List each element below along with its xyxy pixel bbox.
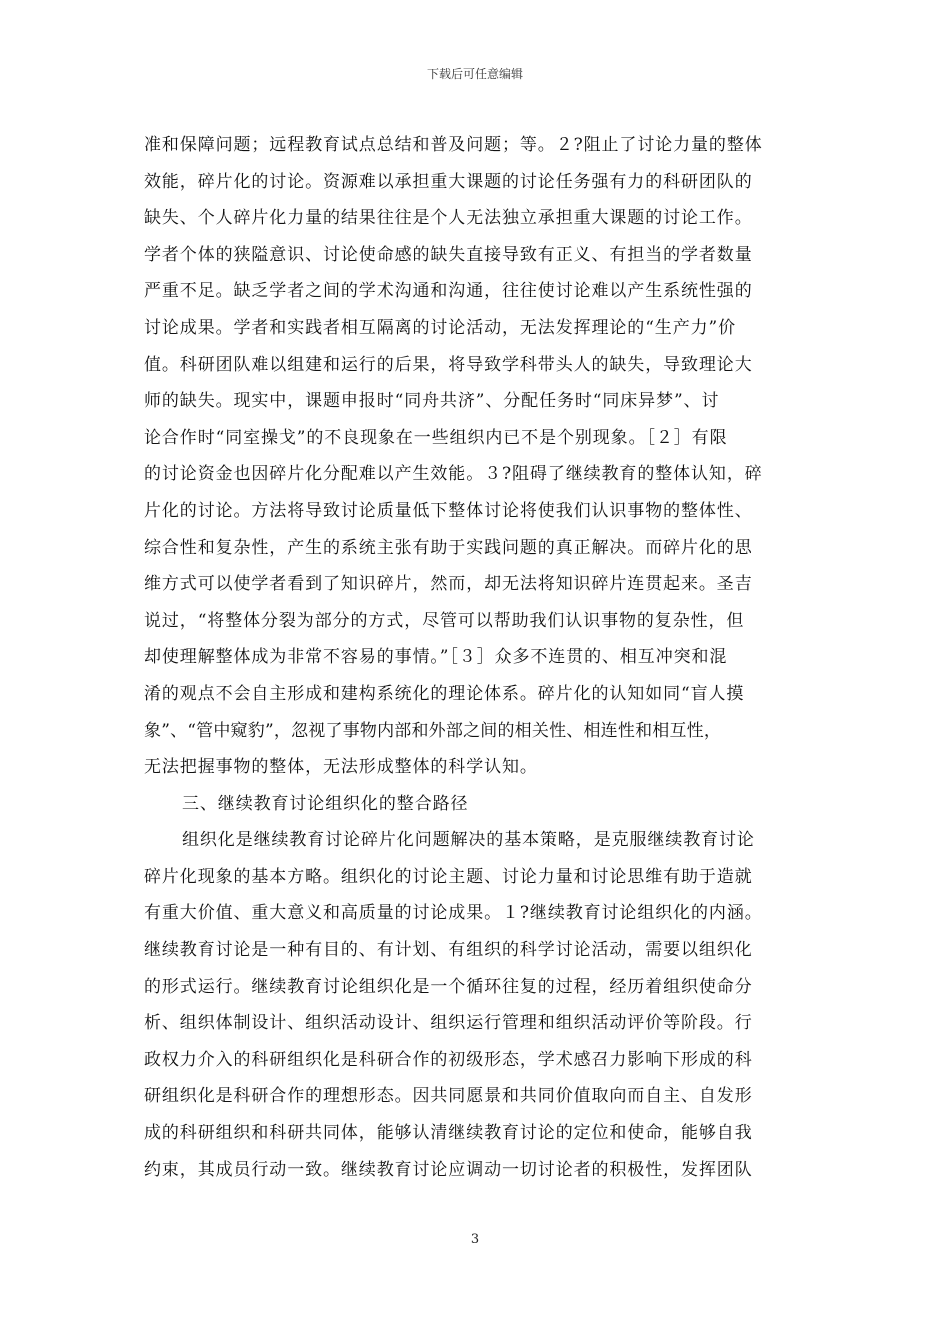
text-line: 象”、“管中窥豹”，忽视了事物内部和外部之间的相关性、相连性和相互性， [144,720,722,741]
text-line: 的讨论资金也因碎片化分配难以产生效能。３?阻碍了继续教育的整体认知，碎 [144,464,763,485]
document-body [144,127,824,1188]
text-line: 严重不足。缺乏学者之间的学术沟通和沟通，往往使讨论难以产生系统性强的 [144,281,753,302]
text-line: 继续教育讨论是一种有目的、有计划、有组织的科学讨论活动，需要以组织化 [144,940,753,961]
text-line: 论合作时“同室操戈”的不良现象在一些组织内已不是个别现象。［２］有限 [144,427,728,448]
text-line: 说过，“将整体分裂为部分的方式，尽管可以帮助我们认识事物的复杂性，但 [144,610,745,631]
text-line: 的形式运行。继续教育讨论组织化是一个循环往复的过程，经历着组织使命分 [144,976,753,997]
text-line: 维方式可以使学者看到了知识碎片，然而，却无法将知识碎片连贯起来。圣吉 [144,574,753,595]
text-line: 约束，其成员行动一致。继续教育讨论应调动一切讨论者的积极性，发挥团队 [144,1159,753,1180]
page-number: 3 [470,1232,480,1247]
text-line: 准和保障问题；远程教育试点总结和普及问题；等。２?阻止了讨论力量的整体 [144,135,763,155]
text-line: 析、组织体制设计、组织活动设计、组织运行管理和组织活动评价等阶段。行 [144,1013,753,1034]
text-line: 成的科研组织和科研共同体，能够认清继续教育讨论的定位和使命，能够自我 [144,1123,753,1144]
text-line: 综合性和复杂性，产生的系统主张有助于实践问题的真正解决。而碎片化的思 [144,537,753,558]
text-line: 却使理解整体成为非常不容易的事情。”［３］众多不连贯的、相互冲突和混 [144,647,728,668]
section-heading: 三、继续教育讨论组织化的整合路径 [182,793,469,814]
text-line: 淆的观点不会自主形成和建构系统化的理论体系。碎片化的认知如同“盲人摸 [144,683,745,704]
text-line: 值。科研团队难以组建和运行的后果，将导致学科带头人的缺失，导致理论大 [144,354,753,375]
text-line: 研组织化是科研合作的理想形态。因共同愿景和共同价值取向而自主、自发形 [144,1086,753,1107]
text-line: 师的缺失。现实中，课题申报时“同舟共济”、分配任务时“同床异梦”、讨 [144,391,720,412]
text-line: 碎片化现象的基本方略。组织化的讨论主题、讨论力量和讨论思维有助于造就 [144,866,753,887]
text-line: 无法把握事物的整体，无法形成整体的科学认知。 [144,757,538,778]
text-line: 缺失、个人碎片化力量的结果往往是个人无法独立承担重大课题的讨论工作。 [144,208,753,229]
text-line: 政权力介入的科研组织化是科研合作的初级形态，学术感召力影响下形成的科 [144,1049,753,1070]
text-line: 有重大价值、重大意义和高质量的讨论成果。１?继续教育讨论组织化的内涵。 [144,903,763,924]
text-line: 组织化是继续教育讨论碎片化问题解决的基本策略，是克服继续教育讨论 [182,830,755,851]
page-header-note: 下载后可任意编辑 [426,67,523,81]
text-line: 片化的讨论。方法将导致讨论质量低下整体讨论将使我们认识事物的整体性、 [144,500,753,521]
text-line: 讨论成果。学者和实践者相互隔离的讨论活动，无法发挥理论的“生产力”价 [144,317,736,338]
text-line: 学者个体的狭隘意识、讨论使命感的缺失直接导致有正义、有担当的学者数量 [144,244,753,265]
text-line: 效能，碎片化的讨论。资源难以承担重大课题的讨论任务强有力的科研团队的 [144,171,753,192]
